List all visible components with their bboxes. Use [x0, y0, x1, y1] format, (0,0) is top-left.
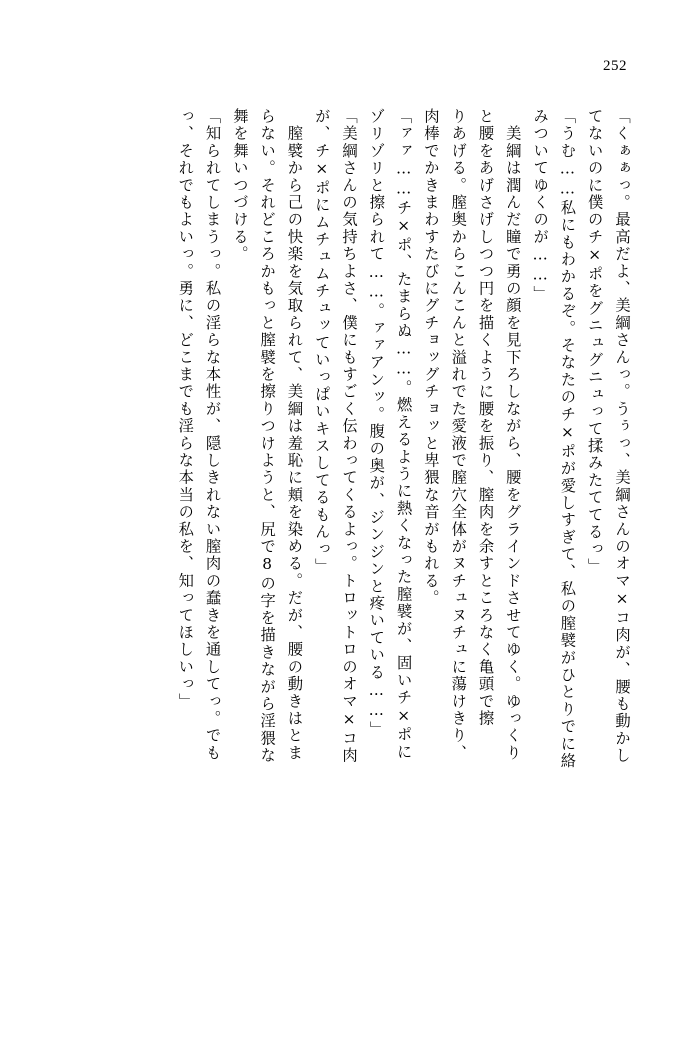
text-column: 「うむ……私にもわかるぞ。そなたのチ×ポが愛しすぎて、私の膣襞がひとりでに絡 [558, 108, 577, 770]
text-column: らない。それどころかもっと膣襞を擦りつけようと、尻で8の字を描きながら淫猥な [258, 108, 277, 765]
text-column: と腰をあげさげしつつ円を描くように腰を振り、膣肉を余すところなく亀頭で擦 [476, 108, 495, 728]
text-column: 「くぁぁっ。最高だよ、美綱さんっ。うぅっ、美綱さんのオマ×コ肉が、腰も動かし [613, 108, 631, 765]
vertical-text-body [84, 108, 629, 986]
text-column: 「ァァ……チ×ポ、たまらぬ……。燃えるように熱くなった膣襞が、固いチ×ポに [394, 108, 413, 761]
text-column: 「知られてしまうっ。私の淫らな本性が、隠しきれない膣肉の蠢きを通してっ。でも [203, 108, 222, 762]
text-column: みついてゆくのが……」 [531, 108, 550, 303]
text-column: 美綱は潤んだ瞳で勇の顔を見下ろしながら、腰をグラインドさせてゆく。ゆっくり [503, 108, 522, 762]
text-column: てないのに僕のチ×ポをグニュグニュって揉みたててるっ」 [585, 108, 604, 576]
text-column: 膣襞から己の快楽を気取られて、美綱は羞恥に頬を染める。だが、腰の動きはとま [285, 108, 304, 762]
text-column: 「美綱さんの気持ちよさ、僕にもすごく伝わってくるよっ。トロットロのオマ×コ肉 [340, 108, 359, 765]
text-column: 肉棒でかきまわすたびにグチョッグチョッと卑猥な音がもれる。 [421, 108, 440, 607]
text-column: っ、それでもよいっ。勇に、どこまでも淫らな本当の私を、知ってほしいっ」 [176, 108, 195, 710]
text-column: 舞を舞いつづける。 [230, 108, 249, 263]
text-column: が、チ×ポにムチュムチュッていっぱいキスしてるもんっ」 [312, 108, 331, 576]
page-number: 252 [603, 58, 627, 74]
text-column: ゾリゾリと擦られて……。ァァアンッ。腹の奥が、ジンジンと疼いている……」 [367, 108, 386, 738]
text-column: りあげる。膣奥からこんこんと溢れでた愛液で膣穴全体がヌチュヌチュに蕩けきり、 [449, 108, 468, 762]
